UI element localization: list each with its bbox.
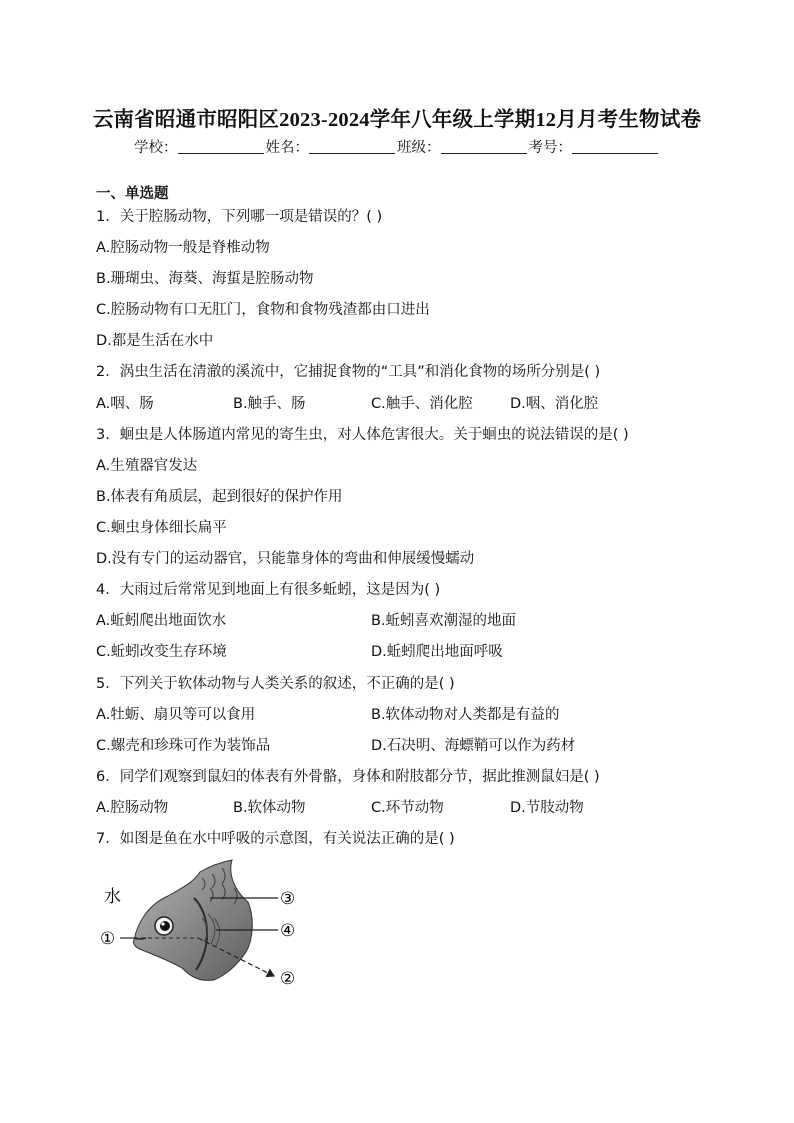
q2-option-c[interactable]: C.触手、消化腔: [371, 396, 473, 412]
school-field[interactable]: 学校：: [134, 136, 266, 157]
q1-stem: 1．关于腔肠动物，下列哪一项是错误的？( ): [96, 209, 383, 225]
q2-option-a[interactable]: A.咽、肠: [96, 396, 154, 412]
name-field[interactable]: 姓名：: [266, 136, 398, 157]
q4-option-b[interactable]: B.蚯蚓喜欢潮湿的地面: [371, 613, 517, 629]
name-blank[interactable]: [309, 139, 395, 154]
fish-head-shape: [133, 860, 252, 980]
student-info-row: [0, 136, 794, 157]
q5-stem: 5．下列关于软体动物与人类关系的叙述，不正确的是( ): [96, 676, 455, 692]
q4-option-a[interactable]: A.蚯蚓爬出地面饮水: [96, 613, 227, 629]
fish-respiration-figure: [98, 858, 320, 990]
q3-option-d[interactable]: D.没有专门的运动器官，只能靠身体的弯曲和伸展缓慢蠕动: [96, 551, 475, 567]
section-heading: 一、单选题: [96, 186, 169, 202]
q6-stem: 6．同学们观察到鼠妇的体表有外骨骼，身体和附肢都分节，据此推测鼠妇是( ): [96, 769, 600, 785]
q1-option-c[interactable]: C.腔肠动物有口无肛门，食物和食物残渣都由口进出: [96, 302, 430, 318]
label-2: ②: [280, 969, 296, 989]
q4-stem: 4．大雨过后常常见到地面上有很多蚯蚓，这是因为( ): [96, 582, 441, 598]
q4-option-c[interactable]: C.蚯蚓改变生存环境: [96, 644, 227, 660]
q5-option-c[interactable]: C.螺壳和珍珠可作为装饰品: [96, 738, 271, 754]
label-1: ①: [100, 929, 116, 949]
q3-option-a[interactable]: A.生殖器官发达: [96, 458, 198, 474]
q5-option-a[interactable]: A.牡蛎、扇贝等可以食用: [96, 707, 256, 723]
school-blank[interactable]: [178, 139, 264, 154]
q3-option-c[interactable]: C.蛔虫身体细长扁平: [96, 520, 227, 536]
label-4: ④: [280, 921, 296, 941]
q6-option-d[interactable]: D.节肢动物: [510, 800, 584, 816]
q2-option-b[interactable]: B.触手、肠: [233, 396, 306, 412]
q7-stem: 7．如图是鱼在水中呼吸的示意图，有关说法正确的是( ): [96, 831, 455, 847]
exam-number-field[interactable]: 考号：: [529, 136, 661, 157]
q3-option-b[interactable]: B.体表有角质层，起到很好的保护作用: [96, 489, 343, 505]
q3-stem: 3．蛔虫是人体肠道内常见的寄生虫，对人体危害很大。关于蛔虫的说法错误的是( ): [96, 427, 629, 443]
q1-option-b[interactable]: B.珊瑚虫、海葵、海蜇是腔肠动物: [96, 271, 314, 287]
exam-title: 云南省昭通市昭阳区2023-2024学年八年级上学期12月月考生物试卷: [92, 109, 702, 131]
q4-option-d[interactable]: D.蚯蚓爬出地面呼吸: [371, 644, 503, 660]
q1-option-a[interactable]: A.腔肠动物一般是脊椎动物: [96, 240, 270, 256]
water-label: 水: [104, 887, 121, 907]
exam-number-blank[interactable]: [572, 139, 658, 154]
q2-option-d[interactable]: D.咽、消化腔: [510, 396, 599, 412]
class-blank[interactable]: [441, 139, 527, 154]
q1-option-d[interactable]: D.都是生活在水中: [96, 333, 214, 349]
class-field[interactable]: 班级：: [397, 136, 529, 157]
q6-option-a[interactable]: A.腔肠动物: [96, 800, 169, 816]
label-3: ③: [280, 889, 296, 909]
q5-option-b[interactable]: B.软体动物对人类都是有益的: [371, 707, 560, 723]
q6-option-b[interactable]: B.软体动物: [233, 800, 306, 816]
q6-option-c[interactable]: C.环节动物: [371, 800, 444, 816]
q2-stem: 2．涡虫生活在清澈的溪流中，它捕捉食物的“工具”和消化食物的场所分别是( ): [96, 364, 601, 380]
q5-option-d[interactable]: D.石决明、海螵鞘可以作为药材: [371, 738, 576, 754]
